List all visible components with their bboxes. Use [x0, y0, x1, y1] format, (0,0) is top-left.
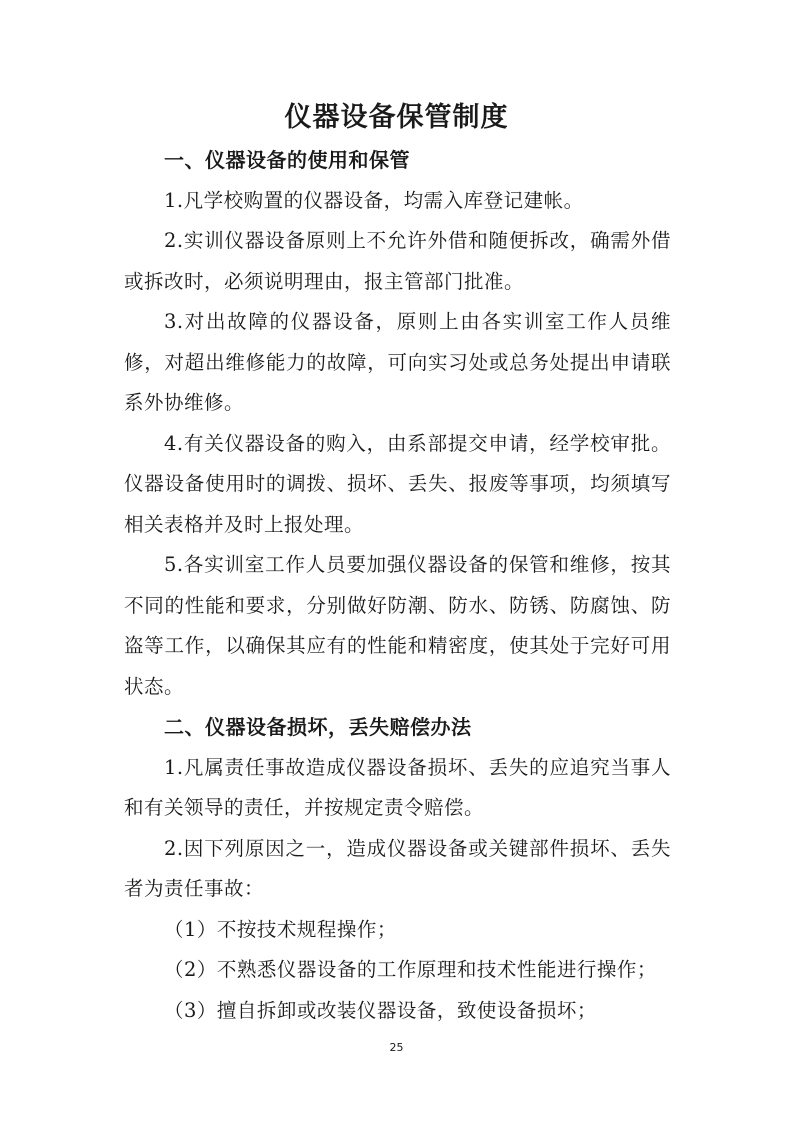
list-item: （3）擅自拆卸或改装仪器设备，致使设备损坏； — [164, 998, 597, 1022]
paragraph: 2.因下列原因之一，造成仪器设备或关键部件损坏、丢失者为责任事故： — [124, 836, 671, 900]
paragraph: 1.凡属责任事故造成仪器设备损坏、丢失的应追究当事人和有关领导的责任，并按规定责令赔偿。 — [124, 755, 671, 819]
list-item: （1）不按技术规程操作； — [164, 917, 397, 941]
section-heading: 二、仪器设备损坏，丢失赔偿办法 — [164, 715, 472, 739]
paragraph: 1.凡学校购置的仪器设备，均需入库登记建帐。 — [164, 188, 584, 212]
paragraph: 4.有关仪器设备的购入，由系部提交申请，经学校审批。仪器设备使用时的调拨、损坏、丢失、报废等事项，均须填写相关表格并及时上报处理。 — [124, 431, 671, 536]
paragraph: 3.对出故障的仪器设备，原则上由各实训室工作人员维修，对超出维修能力的故障，可向实习处或总务处提出申请联系外协维修。 — [124, 310, 671, 414]
document-body — [124, 140, 671, 1031]
paragraph: 2.实训仪器设备原则上不允许外借和随便拆改，确需外借或拆改时，必须说明理由，报主管部门批准。 — [124, 229, 671, 293]
paragraph: 5.各实训室工作人员要加强仪器设备的保管和维修，按其不同的性能和要求，分别做好防潮、防水、防锈、防腐蚀、防盗等工作，以确保其应有的性能和精密度，使其处于完好可用状态。 — [124, 553, 671, 698]
section-heading: 一、仪器设备的使用和保管 — [164, 148, 410, 172]
document-title: 仪器设备保管制度 — [284, 102, 509, 133]
page-number: 25 — [389, 1041, 404, 1054]
list-item: （2）不熟悉仪器设备的工作原理和技术性能进行操作； — [164, 958, 657, 981]
